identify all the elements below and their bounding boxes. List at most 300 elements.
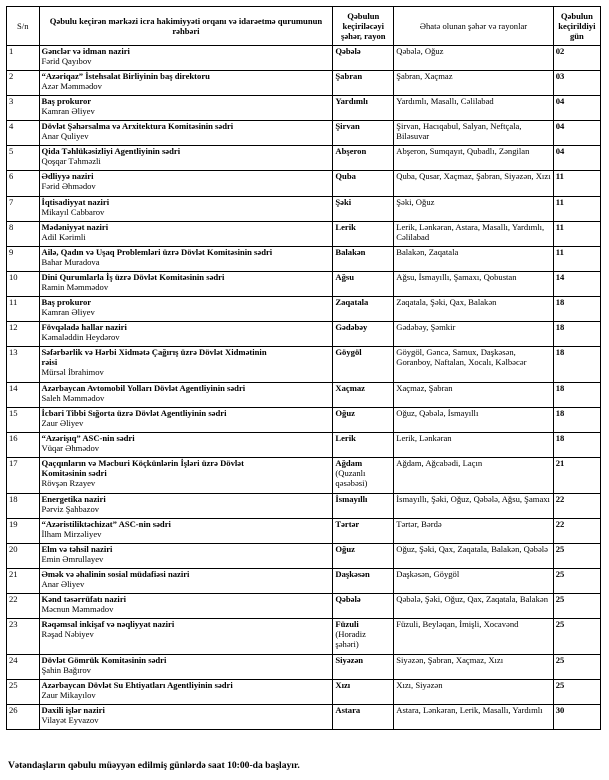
- reception-day: 04: [555, 96, 565, 106]
- table-row: [7, 247, 601, 272]
- cell-day: [553, 96, 600, 121]
- reception-day: 04: [555, 146, 565, 156]
- covered-areas: Lerik, Lənkəran: [396, 433, 452, 443]
- covered-areas: Şirvan, Hacıqabul, Salyan, Neftçala, Biləsuvar: [396, 121, 522, 142]
- row-number: 25: [9, 680, 18, 690]
- covered-areas: Ağsu, İsmayıllı, Şamaxı, Qobustan: [396, 272, 517, 282]
- reception-day: 18: [555, 297, 565, 307]
- covered-areas: Astara, Lənkəran, Lerik, Masallı, Yardımlı: [396, 705, 543, 715]
- cell-day: [553, 322, 600, 347]
- cell-official: [39, 322, 333, 347]
- covered-areas: Oğuz, Şəki, Qax, Zaqatala, Balakən, Qəbələ: [396, 544, 548, 554]
- official-name: Bahar Muradova: [41, 257, 100, 268]
- cell-official: [39, 433, 333, 458]
- official-title: Mədəniyyət naziri: [41, 222, 109, 232]
- covered-areas: Şabran, Xaçmaz: [396, 71, 453, 81]
- official-title: Baş prokuror: [41, 96, 92, 106]
- table-row: [7, 171, 601, 197]
- reception-day: 22: [555, 494, 565, 504]
- cell-day: [553, 544, 600, 569]
- cell-official: [39, 347, 333, 383]
- cell-sn: [7, 408, 40, 433]
- cell-day: [553, 297, 600, 322]
- cell-sn: [7, 171, 40, 197]
- cell-official: [39, 408, 333, 433]
- cell-official: [39, 121, 333, 146]
- covered-areas: Abşeron, Sumqayıt, Qubadlı, Zəngilan: [396, 146, 530, 156]
- cell-official: [39, 171, 333, 197]
- reception-city: Lerik: [335, 222, 356, 232]
- cell-sn: [7, 655, 40, 680]
- cell-day: [553, 272, 600, 297]
- official-title: İqtisadiyyat naziri: [41, 197, 110, 207]
- cell-areas: [394, 71, 554, 96]
- cell-city: [333, 383, 394, 408]
- official-name: Mikayıl Cabbarov: [41, 207, 105, 218]
- cell-city: [333, 680, 394, 705]
- reception-city: Gədəbəy: [335, 322, 368, 332]
- reception-day: 18: [555, 383, 565, 393]
- table-row: [7, 680, 601, 705]
- reception-city: Qəbələ: [335, 594, 361, 604]
- cell-areas: [394, 247, 554, 272]
- cell-day: [553, 680, 600, 705]
- cell-areas: [394, 272, 554, 297]
- cell-official: [39, 458, 333, 494]
- cell-city: [333, 619, 394, 655]
- row-number: 14: [9, 383, 18, 393]
- row-number: 13: [9, 347, 18, 357]
- cell-areas: [394, 655, 554, 680]
- cell-sn: [7, 247, 40, 272]
- row-number: 12: [9, 322, 18, 332]
- cell-day: [553, 655, 600, 680]
- cell-sn: [7, 71, 40, 96]
- cell-day: [553, 121, 600, 146]
- official-name: İlham Mirzəliyev: [41, 529, 102, 540]
- row-number: 6: [9, 171, 14, 181]
- cell-official: [39, 96, 333, 121]
- cell-sn: [7, 121, 40, 146]
- cell-sn: [7, 383, 40, 408]
- cell-city: [333, 146, 394, 171]
- cell-official: [39, 705, 333, 730]
- official-name: Zaur Mikayılov: [41, 690, 96, 701]
- reception-city: Lerik: [335, 433, 356, 443]
- cell-day: [553, 705, 600, 730]
- row-number: 19: [9, 519, 18, 529]
- row-number: 16: [9, 433, 18, 443]
- cell-official: [39, 655, 333, 680]
- official-title: “Azəristiliktəchizat” ASC-nin sədri: [41, 519, 171, 529]
- cell-day: [553, 519, 600, 544]
- cell-city: [333, 96, 394, 121]
- cell-areas: [394, 222, 554, 247]
- cell-areas: [394, 121, 554, 146]
- official-name: Kamran Əliyev: [41, 106, 95, 117]
- cell-areas: [394, 96, 554, 121]
- cell-areas: [394, 171, 554, 197]
- reception-day: 25: [555, 680, 565, 690]
- cell-sn: [7, 705, 40, 730]
- row-number: 11: [9, 297, 18, 307]
- cell-city: [333, 408, 394, 433]
- official-title: Rəqəmsal inkişaf və nəqliyyat naziri: [41, 619, 175, 629]
- reception-city: Oğuz: [335, 408, 355, 418]
- header-day: Qəbulun keçirildiyi gün: [553, 7, 600, 46]
- covered-areas: Gədəbəy, Şəmkir: [396, 322, 456, 332]
- reception-city: İsmayıllı: [335, 494, 368, 504]
- cell-day: [553, 458, 600, 494]
- reception-day: 22: [555, 519, 565, 529]
- official-title: Gənclər və idman naziri: [41, 46, 130, 56]
- cell-official: [39, 197, 333, 222]
- cell-official: [39, 146, 333, 171]
- cell-city: [333, 544, 394, 569]
- cell-official: [39, 619, 333, 655]
- cell-day: [553, 171, 600, 197]
- table-row: [7, 96, 601, 121]
- reception-city-note: (Quzanlı qəsəbəsi): [335, 468, 368, 489]
- cell-areas: [394, 569, 554, 594]
- cell-sn: [7, 680, 40, 705]
- reception-day: 18: [555, 347, 565, 357]
- covered-areas: Daşkəsən, Göygöl: [396, 569, 460, 579]
- reception-day: 25: [555, 619, 565, 629]
- cell-day: [553, 408, 600, 433]
- reception-day: 25: [555, 569, 565, 579]
- cell-day: [553, 594, 600, 619]
- cell-official: [39, 46, 333, 71]
- cell-city: [333, 121, 394, 146]
- table-row: [7, 46, 601, 71]
- header-city: Qəbulun keçiriləcəyi şəhər, rayon: [333, 7, 394, 46]
- row-number: 17: [9, 458, 18, 468]
- row-number: 15: [9, 408, 18, 418]
- reception-day: 25: [555, 594, 565, 604]
- cell-day: [553, 494, 600, 519]
- reception-day: 11: [555, 222, 564, 232]
- cell-areas: [394, 544, 554, 569]
- reception-city: Ağdam: [335, 458, 363, 468]
- cell-areas: [394, 46, 554, 71]
- table-row: [7, 619, 601, 655]
- cell-sn: [7, 297, 40, 322]
- row-number: 20: [9, 544, 18, 554]
- reception-day: 18: [555, 322, 565, 332]
- table-row: [7, 272, 601, 297]
- official-name: Anar Quliyev: [41, 131, 89, 142]
- table-row: [7, 458, 601, 494]
- reception-city: Şabran: [335, 71, 363, 81]
- cell-areas: [394, 383, 554, 408]
- cell-city: [333, 705, 394, 730]
- cell-city: [333, 519, 394, 544]
- cell-official: [39, 272, 333, 297]
- reception-city: Şirvan: [335, 121, 360, 131]
- cell-city: [333, 458, 394, 494]
- row-number: 5: [9, 146, 14, 156]
- row-number: 10: [9, 272, 18, 282]
- cell-sn: [7, 494, 40, 519]
- cell-areas: [394, 619, 554, 655]
- reception-day: 25: [555, 655, 565, 665]
- official-title: Qida Təhlükəsizliyi Agentliyinin sədri: [41, 146, 181, 156]
- reception-day: 11: [555, 247, 564, 257]
- cell-areas: [394, 433, 554, 458]
- cell-areas: [394, 594, 554, 619]
- cell-city: [333, 71, 394, 96]
- official-title: Dövlət Gömrük Komitəsinin sədri: [41, 655, 167, 665]
- reception-city: Daşkəsən: [335, 569, 370, 579]
- row-number: 23: [9, 619, 18, 629]
- cell-sn: [7, 322, 40, 347]
- official-title: Energetika naziri: [41, 494, 106, 504]
- cell-sn: [7, 619, 40, 655]
- cell-day: [553, 71, 600, 96]
- official-name: Kamran Əliyev: [41, 307, 95, 318]
- reception-city: Abşeron: [335, 146, 367, 156]
- covered-areas: Oğuz, Qəbələ, İsmayıllı: [396, 408, 479, 418]
- cell-sn: [7, 146, 40, 171]
- cell-day: [553, 347, 600, 383]
- cell-sn: [7, 347, 40, 383]
- official-name: Vüqar Əhmədov: [41, 443, 100, 454]
- cell-city: [333, 569, 394, 594]
- cell-areas: [394, 408, 554, 433]
- cell-day: [553, 197, 600, 222]
- cell-day: [553, 146, 600, 171]
- reception-day: 18: [555, 408, 565, 418]
- official-title: Elm və təhsil naziri: [41, 544, 113, 554]
- covered-areas: Balakən, Zaqatala: [396, 247, 459, 257]
- reception-city: Xızı: [335, 680, 351, 690]
- official-title: Daxili işlər naziri: [41, 705, 105, 715]
- row-number: 22: [9, 594, 18, 604]
- cell-official: [39, 297, 333, 322]
- table-row: [7, 222, 601, 247]
- covered-areas: Yardımlı, Masallı, Cəlilabad: [396, 96, 494, 106]
- official-title: “Azəriqaz” İstehsalat Birliyinin baş direktoru: [41, 71, 210, 81]
- table-row: [7, 433, 601, 458]
- reception-day: 14: [555, 272, 565, 282]
- reception-day: 11: [555, 197, 564, 207]
- header-sn: S/n: [7, 7, 40, 46]
- covered-areas: Qəbələ, Oğuz: [396, 46, 444, 56]
- cell-city: [333, 272, 394, 297]
- official-name: Rəşad Nəbiyev: [41, 629, 94, 640]
- official-name: Zaur Əliyev: [41, 418, 84, 429]
- table-row: [7, 519, 601, 544]
- table-row: [7, 544, 601, 569]
- official-title: Dini Qurumlarla İş üzrə Dövlət Komitəsinin sədri: [41, 272, 225, 282]
- official-name: Vilayət Eyvazov: [41, 715, 99, 726]
- covered-areas: Xızı, Siyəzən: [396, 680, 443, 690]
- official-name: Kəmaləddin Heydərov: [41, 332, 120, 343]
- cell-city: [333, 222, 394, 247]
- cell-day: [553, 433, 600, 458]
- table-body: [7, 46, 601, 730]
- covered-areas: Lerik, Lənkəran, Astara, Masallı, Yardımlı, Cəlilabad: [396, 222, 545, 243]
- official-name: Qoşqar Təhməzli: [41, 156, 101, 167]
- cell-official: [39, 680, 333, 705]
- covered-areas: Siyəzən, Şabran, Xaçmaz, Xızı: [396, 655, 504, 665]
- table-row: [7, 121, 601, 146]
- reception-city: Quba: [335, 171, 356, 181]
- official-name: Fərid Əhmədov: [41, 181, 96, 192]
- covered-areas: Şəki, Oğuz: [396, 197, 435, 207]
- table-row: [7, 494, 601, 519]
- reception-city: Yardımlı: [335, 96, 368, 106]
- official-title: Azərbaycan Avtomobil Yolları Dövlət Agentliyinin sədri: [41, 383, 246, 393]
- reception-day: 04: [555, 121, 565, 131]
- reception-city: Astara: [335, 705, 361, 715]
- reception-day: 03: [555, 71, 565, 81]
- cell-sn: [7, 569, 40, 594]
- cell-city: [333, 322, 394, 347]
- covered-areas: Tərtər, Bərdə: [396, 519, 442, 529]
- cell-city: [333, 197, 394, 222]
- covered-areas: Ağdam, Ağcabədi, Laçın: [396, 458, 483, 468]
- official-title: Baş prokuror: [41, 297, 92, 307]
- official-name: Məcnun Məmmədov: [41, 604, 114, 615]
- reception-city-note: (Horadiz şəhəri): [335, 629, 366, 650]
- reception-city: Şəki: [335, 197, 352, 207]
- row-number: 18: [9, 494, 18, 504]
- table-row: [7, 71, 601, 96]
- reception-city: Xaçmaz: [335, 383, 365, 393]
- table-row: [7, 146, 601, 171]
- cell-sn: [7, 544, 40, 569]
- cell-official: [39, 544, 333, 569]
- reception-city: Siyəzən: [335, 655, 364, 665]
- table-row: [7, 594, 601, 619]
- official-title: Əmək və əhalinin sosial müdafiəsi naziri: [41, 569, 190, 579]
- row-number: 2: [9, 71, 14, 81]
- cell-day: [553, 619, 600, 655]
- cell-official: [39, 383, 333, 408]
- table-row: [7, 383, 601, 408]
- reception-day: 25: [555, 544, 565, 554]
- cell-areas: [394, 705, 554, 730]
- cell-official: [39, 594, 333, 619]
- reception-city: Ağsu: [335, 272, 355, 282]
- official-name: Fərid Qayıbov: [41, 56, 92, 67]
- reception-schedule-table: [6, 6, 601, 730]
- official-title: Azərbaycan Dövlət Su Ehtiyatları Agentliyinin sədri: [41, 680, 233, 690]
- reception-city: Göygöl: [335, 347, 362, 357]
- cell-sn: [7, 272, 40, 297]
- official-title: Ailə, Qadın və Uşaq Problemləri üzrə Dövlət Komitəsinin sədri: [41, 247, 273, 257]
- reception-city: Qəbələ: [335, 46, 361, 56]
- table-row: [7, 197, 601, 222]
- cell-day: [553, 46, 600, 71]
- cell-day: [553, 383, 600, 408]
- official-name: Azər Məmmədov: [41, 81, 102, 92]
- cell-areas: [394, 347, 554, 383]
- cell-sn: [7, 458, 40, 494]
- reception-city: Zaqatala: [335, 297, 369, 307]
- official-name: Mürsəl İbrahimov: [41, 367, 104, 378]
- cell-sn: [7, 594, 40, 619]
- cell-areas: [394, 680, 554, 705]
- official-name: Pərviz Şahbazov: [41, 504, 100, 515]
- table-row: [7, 705, 601, 730]
- reception-day: 02: [555, 46, 565, 56]
- cell-day: [553, 222, 600, 247]
- official-title: İcbari Tibbi Sığorta üzrə Dövlət Agentliyinin sədri: [41, 408, 227, 418]
- cell-city: [333, 347, 394, 383]
- table-row: [7, 297, 601, 322]
- cell-areas: [394, 146, 554, 171]
- cell-sn: [7, 46, 40, 71]
- official-title: Səfərbərlik və Hərbi Xidmətə Çağırış üzrə Dövlət Xidmətinin rəisi: [41, 347, 267, 368]
- reception-day: 30: [555, 705, 565, 715]
- reception-day: 11: [555, 171, 564, 181]
- row-number: 4: [9, 121, 14, 131]
- covered-areas: Zaqatala, Şəki, Qax, Balakən: [396, 297, 497, 307]
- cell-areas: [394, 297, 554, 322]
- official-name: Saleh Məmmədov: [41, 393, 105, 404]
- cell-official: [39, 71, 333, 96]
- reception-day: 18: [555, 433, 565, 443]
- table-row: [7, 569, 601, 594]
- official-title: Fövqəladə hallar naziri: [41, 322, 127, 332]
- row-number: 9: [9, 247, 14, 257]
- cell-city: [333, 655, 394, 680]
- official-title: “Azərişıq” ASC-nin sədri: [41, 433, 135, 443]
- cell-official: [39, 569, 333, 594]
- official-title: Qaçqınların və Məcburi Köçkünlərin İşləri üzrə Dövlət Komitəsinin sədri: [41, 458, 244, 479]
- table-row: [7, 322, 601, 347]
- cell-city: [333, 46, 394, 71]
- row-number: 26: [9, 705, 18, 715]
- cell-sn: [7, 197, 40, 222]
- cell-official: [39, 519, 333, 544]
- official-title: Dövlət Şəhərsalma və Arxitektura Komitəsinin sədri: [41, 121, 234, 131]
- row-number: 24: [9, 655, 18, 665]
- cell-city: [333, 594, 394, 619]
- official-name: Anar Əliyev: [41, 579, 85, 590]
- cell-areas: [394, 197, 554, 222]
- cell-city: [333, 297, 394, 322]
- cell-city: [333, 433, 394, 458]
- cell-official: [39, 494, 333, 519]
- reception-city: Füzuli: [335, 619, 359, 629]
- reception-city: Balakən: [335, 247, 366, 257]
- cell-areas: [394, 458, 554, 494]
- header-official: Qəbulu keçirən mərkəzi icra hakimiyyəti orqanı və idarəetmə qurumunun rəhbəri: [39, 7, 333, 46]
- cell-day: [553, 247, 600, 272]
- row-number: 1: [9, 46, 14, 56]
- row-number: 3: [9, 96, 14, 106]
- covered-areas: Xaçmaz, Şabran: [396, 383, 453, 393]
- cell-areas: [394, 494, 554, 519]
- table-row: [7, 347, 601, 383]
- cell-official: [39, 222, 333, 247]
- cell-city: [333, 171, 394, 197]
- official-name: Rövşən Rzayev: [41, 478, 96, 489]
- official-title: Kənd təsərrüfatı naziri: [41, 594, 127, 604]
- footer-note: Vətəndaşların qəbulu müəyyən edilmiş günlərdə saat 10:00-da başlayır.: [8, 760, 300, 771]
- official-name: Emin Əmrullayev: [41, 554, 104, 565]
- covered-areas: Quba, Qusar, Xaçmaz, Şabran, Siyəzən, Xızı: [396, 171, 551, 181]
- cell-sn: [7, 96, 40, 121]
- covered-areas: Qəbələ, Şəki, Oğuz, Qax, Zaqatala, Balakən: [396, 594, 548, 604]
- table-row: [7, 655, 601, 680]
- cell-sn: [7, 222, 40, 247]
- covered-areas: İsmayıllı, Şəki, Oğuz, Qəbələ, Ağsu, Şamaxı: [396, 494, 550, 504]
